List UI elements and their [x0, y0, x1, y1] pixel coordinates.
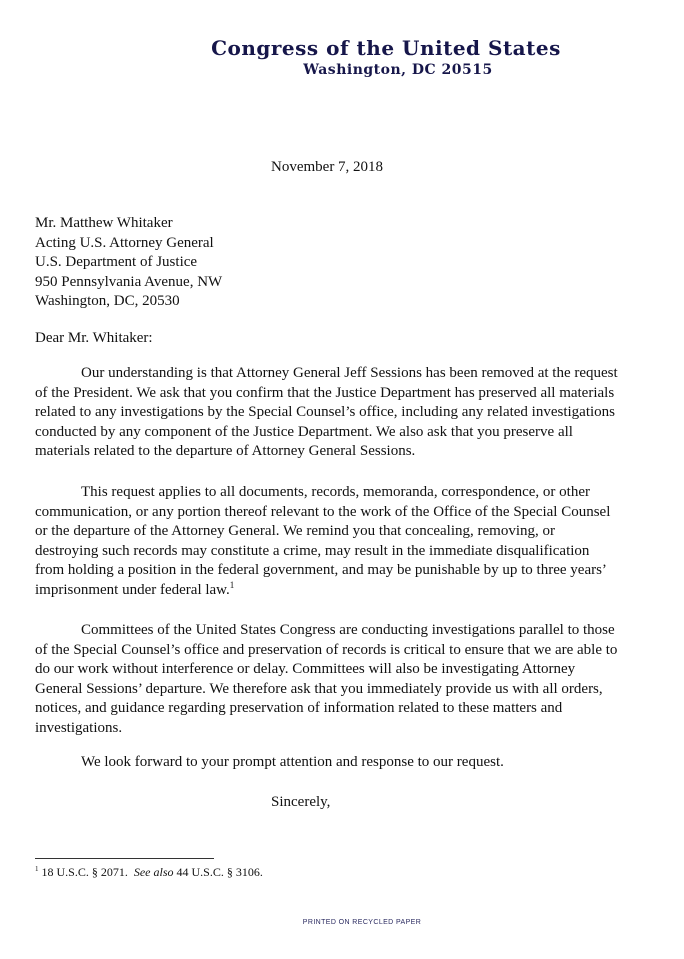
paragraph-line: do our work without interference or delay. Committees will also be investigating Attorney — [35, 661, 576, 678]
paragraph-line: of the Special Counsel’s office and preservation of records is critical to ensure that we are able to — [35, 641, 618, 658]
paragraph-line-text: imprisonment under federal law. — [35, 581, 230, 598]
paragraph-line-with-footnote — [35, 581, 645, 601]
paragraph-line: This request applies to all documents, records, memoranda, correspondence, or other — [81, 484, 590, 500]
paragraph-line: Our understanding is that Attorney General Jeff Sessions has been removed at the request — [81, 365, 618, 381]
letter-date: November 7, 2018 — [271, 159, 384, 175]
recipient-city: Washington, DC, 20530 — [35, 293, 180, 309]
paragraph-line: General Sessions’ departure. We therefore ask that you immediately provide us with all orders, — [35, 680, 603, 697]
footnote — [35, 865, 263, 880]
paragraph-2 — [35, 483, 645, 601]
paragraph-line: materials related to the departure of Attorney General Sessions. — [35, 443, 416, 460]
paragraph-line: We look forward to your prompt attention and response to our request. — [81, 754, 504, 770]
salutation: Dear Mr. Whitaker: — [35, 330, 153, 346]
footnote-number: 1 — [35, 865, 39, 873]
recipient-street: 950 Pennsylvania Avenue, NW — [35, 273, 223, 290]
paragraph-line: conducted by any component of the Justice Department. We also ask that you preserve all — [35, 423, 573, 440]
footnote-divider — [35, 858, 214, 859]
paragraph-4 — [35, 753, 645, 773]
paragraph-line: investigations. — [35, 719, 123, 736]
letterhead-address: Washington, DC 20515 — [303, 62, 493, 78]
paragraph-line: or the departure of the Attorney General. We remind you that concealing, removing, or — [35, 523, 556, 540]
recipient-department: U.S. Department of Justice — [35, 254, 198, 270]
footnote-citation-2: 44 U.S.C. § 3106. — [176, 865, 263, 879]
footnote-marker: 1 — [229, 579, 235, 590]
paragraph-line: related to any investigations by the Special Counsel’s office, including any related investigations — [35, 404, 616, 421]
paragraph-line: notices, and guidance regarding preservation of information related to these matters and — [35, 700, 563, 717]
paragraph-line: from holding a position in the federal government, and may be punishable by up to three years’ — [35, 562, 607, 579]
letterhead-title: Congress of the United States — [211, 36, 561, 60]
paragraph-line: Committees of the United States Congress are conducting investigations parallel to those — [81, 622, 615, 638]
recipient-title: Acting U.S. Attorney General — [35, 234, 214, 251]
recycled-paper-notice: PRINTED ON RECYCLED PAPER — [302, 919, 422, 926]
recipient-name: Mr. Matthew Whitaker — [35, 215, 173, 231]
recipient-address — [35, 214, 222, 312]
paragraph-line: communication, or any portion thereof relevant to the work of the Office of the Special Counsel — [35, 503, 611, 520]
footnote-see-also: See also — [133, 865, 174, 879]
letterhead — [0, 36, 684, 80]
paragraph-line: destroying such records may constitute a crime, may result in the immediate disqualification — [35, 542, 590, 559]
paragraph-line: of the President. We ask that you confirm that the Justice Department has preserved all materials — [35, 384, 615, 401]
paragraph-3 — [35, 621, 645, 739]
closing: Sincerely, — [271, 794, 331, 810]
footnote-citation: 18 U.S.C. § 2071. — [41, 865, 128, 879]
paragraph-1 — [35, 364, 645, 462]
